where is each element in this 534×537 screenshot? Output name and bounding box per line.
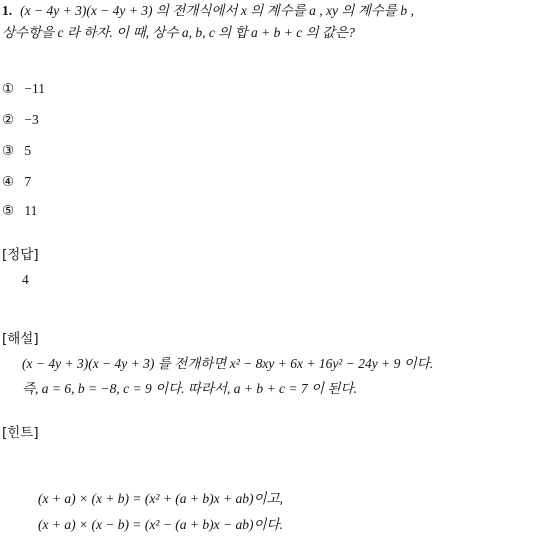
option-marker: ① — [2, 81, 15, 97]
explanation-line-2: 즉, a = 6, b = −8, c = 9 이다. 따라서, a + b + c = 7 이 된다. — [22, 381, 357, 396]
option-2[interactable] — [2, 111, 39, 129]
option-value: −3 — [24, 112, 39, 127]
explanation-line-1: (x − 4y + 3)(x − 4y + 3) 를 전개하면 x² − 8xy + 6x + 16y² − 24y + 9 이다. — [22, 356, 434, 371]
question-number: 1. — [2, 3, 13, 18]
question-line-2 — [2, 24, 355, 42]
option-value: 7 — [24, 174, 32, 189]
question-line-1 — [2, 2, 414, 20]
hint-line-2: (x + a) × (x − b) = (x² − (a + b)x − ab)이다. — [38, 517, 283, 532]
question-text-1: (x − 4y + 3)(x − 4y + 3) 의 전개식에서 x 의 계수를 a , xy 의 계수를 b , — [20, 3, 414, 18]
answer-value: 4 — [22, 272, 29, 287]
answer-label: [정답] — [2, 247, 39, 263]
option-5[interactable] — [2, 202, 37, 220]
option-1[interactable] — [2, 80, 45, 98]
option-3[interactable] — [2, 142, 31, 160]
option-4[interactable] — [2, 173, 31, 191]
hint-label: [힌트] — [2, 425, 39, 441]
option-marker: ⑤ — [2, 203, 15, 219]
option-value: 5 — [24, 143, 32, 158]
option-marker: ④ — [2, 174, 15, 190]
option-value: 11 — [24, 203, 38, 218]
option-marker: ③ — [2, 143, 15, 159]
option-value: −11 — [24, 81, 46, 96]
question-text-2: 상수항을 c 라 하자. 이 때, 상수 a, b, c 의 합 a + b + c 의 값은? — [2, 25, 355, 40]
explanation-label: [해설] — [2, 331, 39, 347]
option-marker: ② — [2, 112, 15, 128]
hint-line-1: (x + a) × (x + b) = (x² + (a + b)x + ab)이고, — [38, 491, 283, 506]
